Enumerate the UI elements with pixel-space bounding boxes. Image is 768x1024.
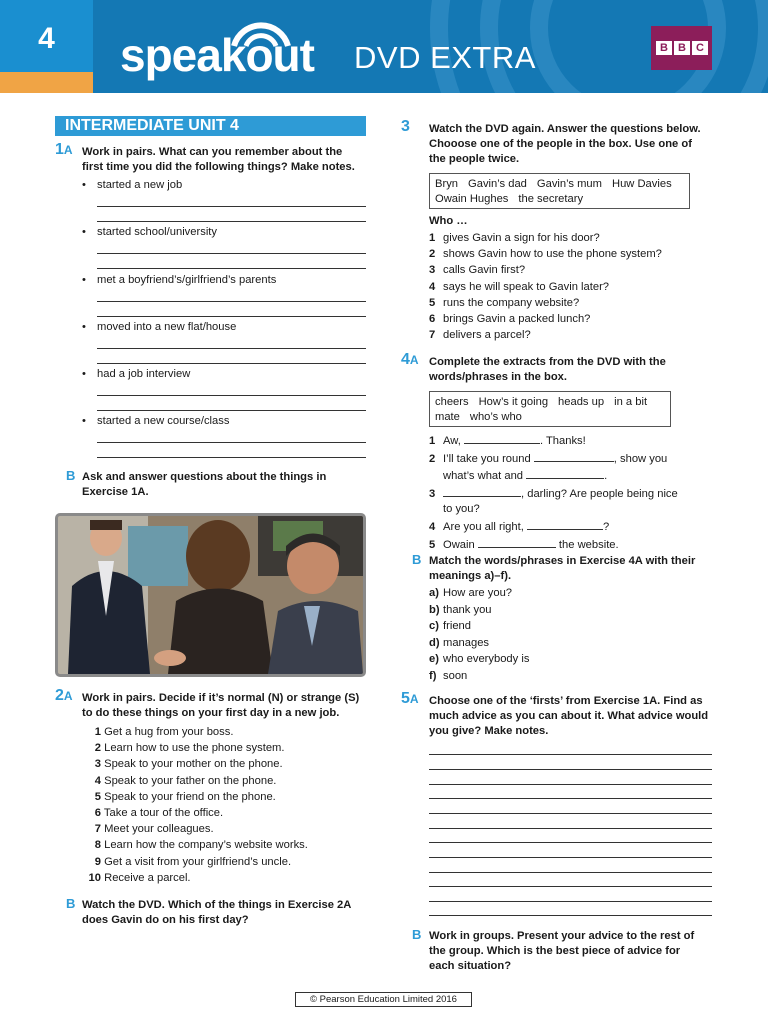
list-item-continued: what’s what and . xyxy=(429,467,719,485)
exercise-3-number: 3 xyxy=(401,118,410,135)
list-item: 8 Learn how the company’s website works. xyxy=(94,839,308,852)
answer-blank[interactable] xyxy=(527,518,603,530)
exercise-5a-instruction: Choose one of the ‘firsts’ from Exercise 1A. Find as much advice as you can about it. What advice would you give? Make notes. xyxy=(429,695,709,737)
answer-line xyxy=(97,316,366,317)
exercise-2a-instruction: Work in pairs. Decide if it’s normal (N) or strange (S) to do these things on your first day in a new job. xyxy=(82,692,360,719)
list-item: 5 runs the company website? xyxy=(429,296,580,309)
answer-line xyxy=(97,301,366,302)
bbc-letter: C xyxy=(692,41,708,55)
answer-line xyxy=(429,872,712,873)
answer-line xyxy=(97,206,366,207)
list-item: 2 Learn how to use the phone system. xyxy=(94,742,285,755)
exercise-1b-instruction: Ask and answer questions about the things in Exercise 1A. xyxy=(82,471,327,498)
exercise-4a-number: 4A xyxy=(401,351,419,368)
answer-line xyxy=(429,828,712,829)
product-label: DVD EXTRA xyxy=(354,40,536,75)
exercise-5a-number: 5A xyxy=(401,690,419,707)
answer-line xyxy=(97,268,366,269)
list-item: 2 shows Gavin how to use the phone system? xyxy=(429,248,662,261)
exercise-1a-instruction: Work in pairs. What can you remember about the first time you did the following things? Make notes. xyxy=(82,146,355,173)
list-item: 2 I’ll take you round , show you xyxy=(429,450,719,468)
list-item: 10 Receive a parcel. xyxy=(88,871,191,884)
answer-line xyxy=(429,842,712,843)
list-item: 4 Are you all right, ? xyxy=(429,518,719,536)
list-item: e) who everybody is xyxy=(429,653,530,666)
answer-line xyxy=(97,221,366,222)
list-item: c) friend xyxy=(429,620,471,633)
answer-blank[interactable] xyxy=(534,450,614,462)
list-item: 4 Speak to your father on the phone. xyxy=(94,774,277,787)
bbc-letter: B xyxy=(674,41,690,55)
list-item: • met a boyfriend’s/girlfriend’s parents xyxy=(97,274,276,286)
answer-line xyxy=(429,886,712,887)
exercise-1a-number: 1A xyxy=(55,141,73,158)
exercise-4a-list xyxy=(429,432,719,553)
bbc-letter: B xyxy=(656,41,672,55)
answer-line xyxy=(429,798,712,799)
list-item: d) manages xyxy=(429,636,490,649)
unit-title: INTERMEDIATE UNIT 4 xyxy=(65,117,239,134)
list-item-continued: to you? xyxy=(443,503,480,516)
copyright-footer: © Pearson Education Limited 2016 xyxy=(295,992,472,1007)
phrases-word-box: cheers How’s it going heads up in a bit mate who’s who xyxy=(429,391,671,427)
list-item: 9 Get a visit from your girlfriend’s uncle. xyxy=(94,855,292,868)
bbc-logo xyxy=(651,26,712,70)
answer-line xyxy=(97,253,366,254)
answer-line xyxy=(429,915,712,916)
answer-line xyxy=(97,410,366,411)
list-item: 6 brings Gavin a packed lunch? xyxy=(429,313,591,326)
list-item: 7 Meet your colleagues. xyxy=(94,823,214,836)
answer-blank[interactable] xyxy=(464,432,540,444)
exercise-5b-instruction: Work in groups. Present your advice to the rest of the group. Which is the best piece of advice for each situation? xyxy=(429,930,695,972)
exercise-4b-instruction: Match the words/phrases in Exercise 4A with their meanings a)–f). xyxy=(429,555,696,582)
answer-blank[interactable] xyxy=(526,467,604,479)
logo-right: out xyxy=(245,29,314,81)
who-label: Who … xyxy=(429,215,468,227)
list-item: 1 Aw, . Thanks! xyxy=(429,432,719,450)
answer-blank[interactable] xyxy=(443,485,521,497)
answer-line xyxy=(429,784,712,785)
list-item: • started a new course/class xyxy=(97,415,229,427)
exercise-2a-number: 2A xyxy=(55,687,73,704)
answer-line xyxy=(429,769,712,770)
unit-number: 4 xyxy=(38,22,55,55)
list-item: 3 calls Gavin first? xyxy=(429,264,526,277)
answer-line xyxy=(97,348,366,349)
list-item: 1 gives Gavin a sign for his door? xyxy=(429,232,600,244)
answer-line xyxy=(97,442,366,443)
answer-line xyxy=(429,901,712,902)
list-item: 7 delivers a parcel? xyxy=(429,329,531,342)
answer-line xyxy=(97,395,366,396)
list-item: 3 , darling? Are people being nice xyxy=(429,485,719,503)
list-item: • moved into a new flat/house xyxy=(97,321,236,333)
meanings-list xyxy=(429,585,529,685)
answer-line xyxy=(429,754,712,755)
answer-line xyxy=(429,857,712,858)
list-item: • started school/university xyxy=(97,226,217,238)
answer-line xyxy=(429,813,712,814)
list-item: 4 says he will speak to Gavin later? xyxy=(429,280,610,293)
exercise-3-instruction: Watch the DVD again. Answer the questions below. Chooose one of the people in the box. Use one of the people twice. xyxy=(429,123,701,165)
exercise-4a-instruction: Complete the extracts from the DVD with the words/phrases in the box. xyxy=(429,356,666,383)
exercise-1b-label: B xyxy=(66,468,76,483)
list-item: • had a job interview xyxy=(97,368,190,380)
people-word-box: Bryn Gavin’s dad Gavin’s mum Huw Davies Owain Hughes the secretary xyxy=(429,173,690,209)
exercise-5b-label: B xyxy=(412,927,422,942)
speakout-logo xyxy=(120,28,314,82)
answer-line xyxy=(97,457,366,458)
list-item: 3 Speak to your mother on the phone. xyxy=(94,758,283,771)
unit-tab-accent xyxy=(0,72,93,93)
exercise-4b-label: B xyxy=(412,552,422,567)
office-scene-image xyxy=(58,516,363,674)
list-item: f) soon xyxy=(429,669,468,682)
list-item: 5 Speak to your friend on the phone. xyxy=(94,790,276,803)
list-item: • started a new job xyxy=(97,179,182,191)
exercise-2b-instruction: Watch the DVD. Which of the things in Exercise 2A does Gavin do on his first day? xyxy=(82,899,352,926)
exercise-2b-label: B xyxy=(66,896,76,911)
exercise-2a-list xyxy=(82,724,308,886)
list-item: a) How are you? xyxy=(429,587,513,599)
answer-line xyxy=(97,363,366,364)
logo-left: speak xyxy=(120,29,246,81)
list-item: b) thank you xyxy=(429,603,492,616)
list-item: 6 Take a tour of the office. xyxy=(94,807,224,820)
answer-blank[interactable] xyxy=(478,536,556,548)
unit-title-bar xyxy=(55,116,366,136)
dvd-still-photo xyxy=(55,513,366,677)
list-item: 5 Owain the website. xyxy=(429,536,719,554)
list-item: 1 Get a hug from your boss. xyxy=(94,726,234,738)
exercise-3-list xyxy=(429,230,662,343)
